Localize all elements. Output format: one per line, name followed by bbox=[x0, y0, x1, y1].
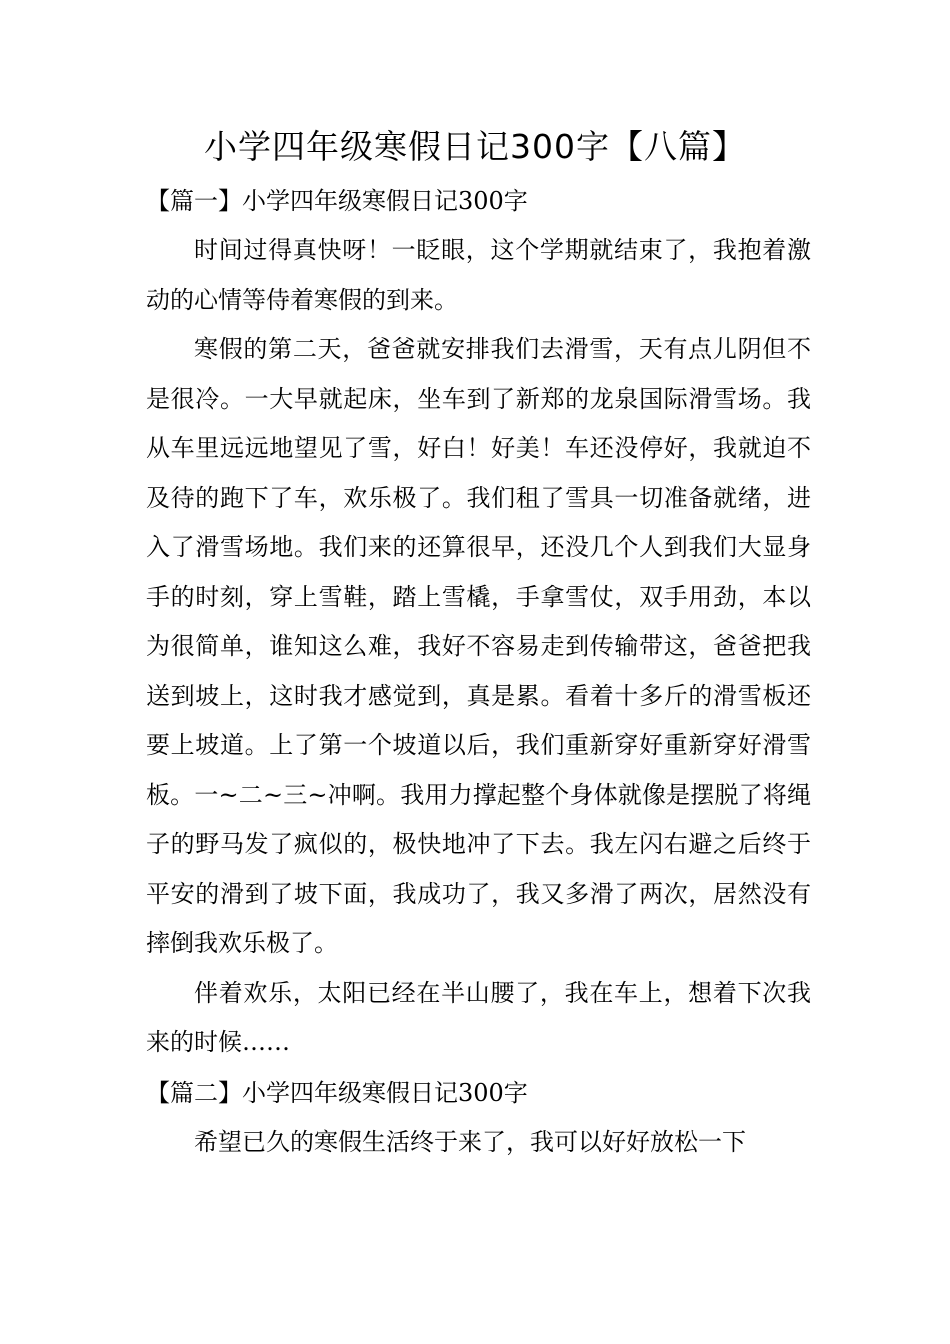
section-2 bbox=[146, 1068, 811, 1168]
section-heading: 【篇二】小学四年级寒假日记300字 bbox=[146, 1078, 528, 1107]
document-body bbox=[146, 176, 811, 1167]
document-title: 小学四年级寒假日记300字【八篇】 bbox=[204, 127, 746, 166]
paragraph: 时间过得真快呀！一眨眼，这个学期就结束了，我抱着激动的心情等侍着寒假的到来。 bbox=[146, 236, 811, 314]
section-heading: 【篇一】小学四年级寒假日记300字 bbox=[146, 187, 528, 215]
paragraph: 伴着欢乐，太阳已经在半山腰了，我在车上，想着下次我来的时候…… bbox=[146, 978, 811, 1056]
paragraph: 希望已久的寒假生活终于来了，我可以好好放松一下 bbox=[194, 1127, 746, 1156]
paragraph: 寒假的第二天，爸爸就安排我们去滑雪，天有点儿阴但不是很冷。一大早就起床，坐车到了新郑的龙泉国际滑雪场。我从车里远远地望见了雪，好白！好美！车还没停好，我就迫不及待的跑下了车，欢乐极了。我们租了雪具一切准备就绪，进入了滑雪场地。我们来的还算很早，还没几个人到我们大显身手的时刻，穿上雪鞋，踏上雪橇，手拿雪仗，双手用劲，本以为很简单，谁知这么难，我好不容易走到传输带这，爸爸把我送到坡上，这时我才感觉到，真是累。看着十多斤的滑雪板还要上坡道。上了第一个坡道以后，我们重新穿好重新穿好滑雪板。一~二~三~冲啊。我用力撑起整个身体就像是摆脱了将绳子的野马发了疯似的，极快地冲了下去。我左闪右避之后终于平安的滑到了坡下面，我成功了，我又多滑了两次，居然没有摔倒我欢乐极了。 bbox=[146, 335, 811, 957]
section-1 bbox=[146, 176, 811, 1068]
